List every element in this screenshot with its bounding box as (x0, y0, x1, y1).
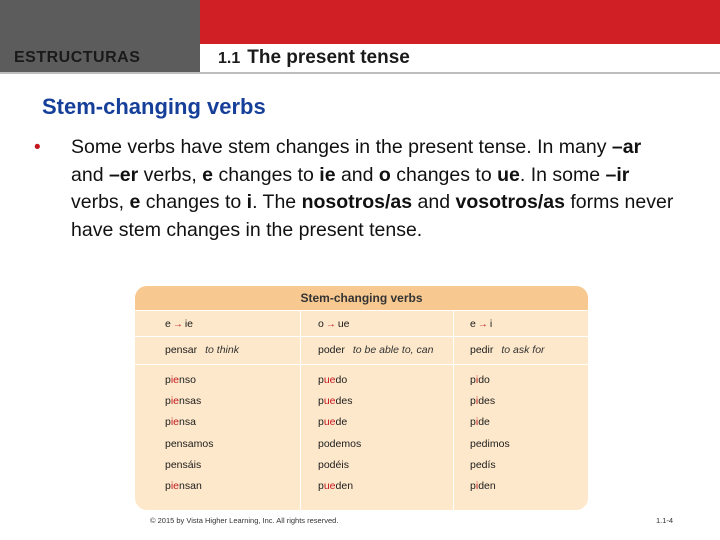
infinitive-row (318, 343, 433, 357)
form-suffix: do (335, 374, 348, 386)
form-suffix: de (335, 416, 348, 429)
form-stem-change: i (475, 395, 479, 408)
form-prefix: p (318, 416, 324, 429)
stem-change-header (318, 317, 350, 332)
form-stem-change: ie (170, 395, 180, 408)
stem-changing-verbs-table (135, 286, 588, 510)
conjugated-form (165, 479, 202, 493)
form-prefix: p (165, 416, 171, 429)
form-stem-change: ie (170, 480, 180, 492)
bullet-bold-term: –ar (611, 136, 642, 158)
translation: to ask for (501, 344, 545, 356)
form-prefix: pedís (470, 458, 496, 471)
bullet-text-run: changes to (140, 191, 247, 213)
form-prefix: p (470, 374, 476, 386)
table-row-divider (135, 364, 588, 365)
conjugated-form (470, 415, 490, 429)
stem-to: ie (184, 318, 194, 330)
form-prefix: podemos (318, 437, 362, 450)
stem-change-header (165, 317, 193, 332)
conjugated-form (470, 458, 496, 472)
form-prefix: p (470, 416, 476, 429)
infinitive: poder (318, 344, 345, 356)
stem-from: e (165, 318, 171, 330)
translation: to think (205, 344, 239, 356)
form-prefix: p (165, 395, 171, 408)
bullet-bold-term: e (202, 163, 214, 186)
form-stem-change: ue (323, 416, 336, 429)
bullet-bold-term: –ir (605, 163, 630, 186)
page-number: 1.1-4 (656, 516, 674, 525)
conjugated-form (318, 458, 349, 472)
form-prefix: pedimos (470, 437, 510, 450)
arrow-right-icon: → (477, 319, 488, 330)
bullet-text-run: Some verbs have stem changes in the present tense. In many (71, 136, 612, 158)
bullet-text-run: changes to (390, 163, 498, 186)
lesson-heading (218, 46, 410, 70)
bullet-bold-term: –er (108, 163, 139, 186)
table-row-divider (135, 310, 588, 311)
form-suffix: nsa (179, 416, 196, 429)
form-stem-change: i (475, 480, 479, 492)
form-stem-change: i (475, 416, 479, 429)
form-prefix: p (165, 374, 171, 386)
form-stem-change: ue (323, 374, 336, 386)
bullet-bold-term: ie (319, 163, 336, 186)
infinitive-row (470, 343, 545, 357)
bullet-text-run: and (335, 163, 379, 186)
bullet-bold-term: e (129, 191, 141, 213)
infinitive: pedir (470, 344, 494, 356)
form-suffix: nso (179, 374, 196, 386)
section-title: Stem-changing verbs (42, 94, 266, 119)
bullet-text (71, 134, 674, 244)
conjugated-form (318, 437, 361, 451)
conjugated-form (165, 394, 201, 408)
translation: to be able to, can (352, 344, 434, 356)
bullet-bold-term: o (378, 163, 391, 186)
form-prefix: podéis (318, 458, 349, 471)
bullet-dot-icon: • (34, 137, 41, 158)
form-prefix: p (318, 480, 324, 492)
lesson-number: 1.1 (218, 50, 241, 67)
form-suffix: nsas (179, 395, 202, 408)
bullet-bold-term: i (246, 191, 253, 213)
form-stem-change: ie (170, 416, 180, 429)
stem-change-header (470, 317, 492, 332)
form-prefix: p (318, 374, 324, 386)
form-prefix: pensamos (165, 437, 214, 450)
form-stem-change: ie (170, 374, 180, 386)
conjugated-form (318, 415, 347, 429)
conjugated-form (470, 394, 495, 408)
form-suffix: de (478, 416, 490, 429)
bullet-text-run: . The (252, 191, 302, 213)
conjugated-form (318, 479, 353, 493)
bullet-text-run: and (412, 191, 456, 213)
bullet-text-run: verbs, (138, 163, 203, 186)
form-prefix: p (470, 480, 476, 492)
bullet-bold-term: ue (497, 163, 520, 186)
table-column-divider (300, 310, 301, 510)
infinitive: pensar (165, 344, 198, 356)
conjugated-form (470, 373, 490, 387)
form-prefix: p (165, 480, 171, 492)
lesson-title: The present tense (247, 47, 410, 68)
bullet-text-run: and (71, 163, 109, 186)
header-divider (0, 72, 720, 74)
stem-to: ue (337, 318, 350, 330)
bullet-text-run: forms never have stem changes in the present tense. (71, 191, 674, 241)
bullet-text-run: verbs, (71, 191, 130, 213)
form-suffix: do (478, 374, 490, 386)
stem-from: e (470, 318, 476, 330)
conjugated-form (165, 373, 196, 387)
conjugated-form (165, 415, 196, 429)
table-row-divider (135, 336, 588, 337)
stem-from: o (318, 318, 324, 330)
conjugated-form (318, 373, 347, 387)
stem-to: i (489, 318, 493, 330)
form-suffix: des (335, 395, 353, 408)
arrow-right-icon: → (172, 319, 183, 330)
form-stem-change: i (475, 374, 479, 386)
form-prefix: pensáis (165, 458, 202, 471)
conjugated-form (470, 479, 496, 493)
table-column-divider (453, 310, 454, 510)
form-suffix: nsan (179, 480, 202, 492)
infinitive-row (165, 343, 239, 357)
conjugated-form (165, 437, 213, 451)
bullet-point (34, 134, 674, 244)
bullet-bold-term: vosotros/as (455, 191, 565, 213)
form-prefix: p (470, 395, 476, 408)
table-title: Stem-changing verbs (135, 286, 588, 310)
bullet-text-run: changes to (213, 163, 320, 186)
form-suffix: den (478, 480, 496, 492)
form-suffix: den (335, 480, 354, 492)
bullet-text-run: . In some (519, 163, 606, 186)
copyright-notice: © 2015 by Vista Higher Learning, Inc. All rights reserved. (150, 516, 339, 525)
form-stem-change: ue (323, 480, 336, 492)
form-prefix: p (318, 395, 324, 408)
arrow-right-icon: → (325, 319, 336, 330)
conjugated-form (470, 437, 510, 451)
conjugated-form (165, 458, 201, 472)
conjugated-form (318, 394, 352, 408)
bullet-bold-term: nosotros/as (301, 191, 413, 213)
brand-label: ESTRUCTURAS (14, 49, 141, 66)
form-suffix: des (478, 395, 496, 408)
form-stem-change: ue (323, 395, 336, 408)
